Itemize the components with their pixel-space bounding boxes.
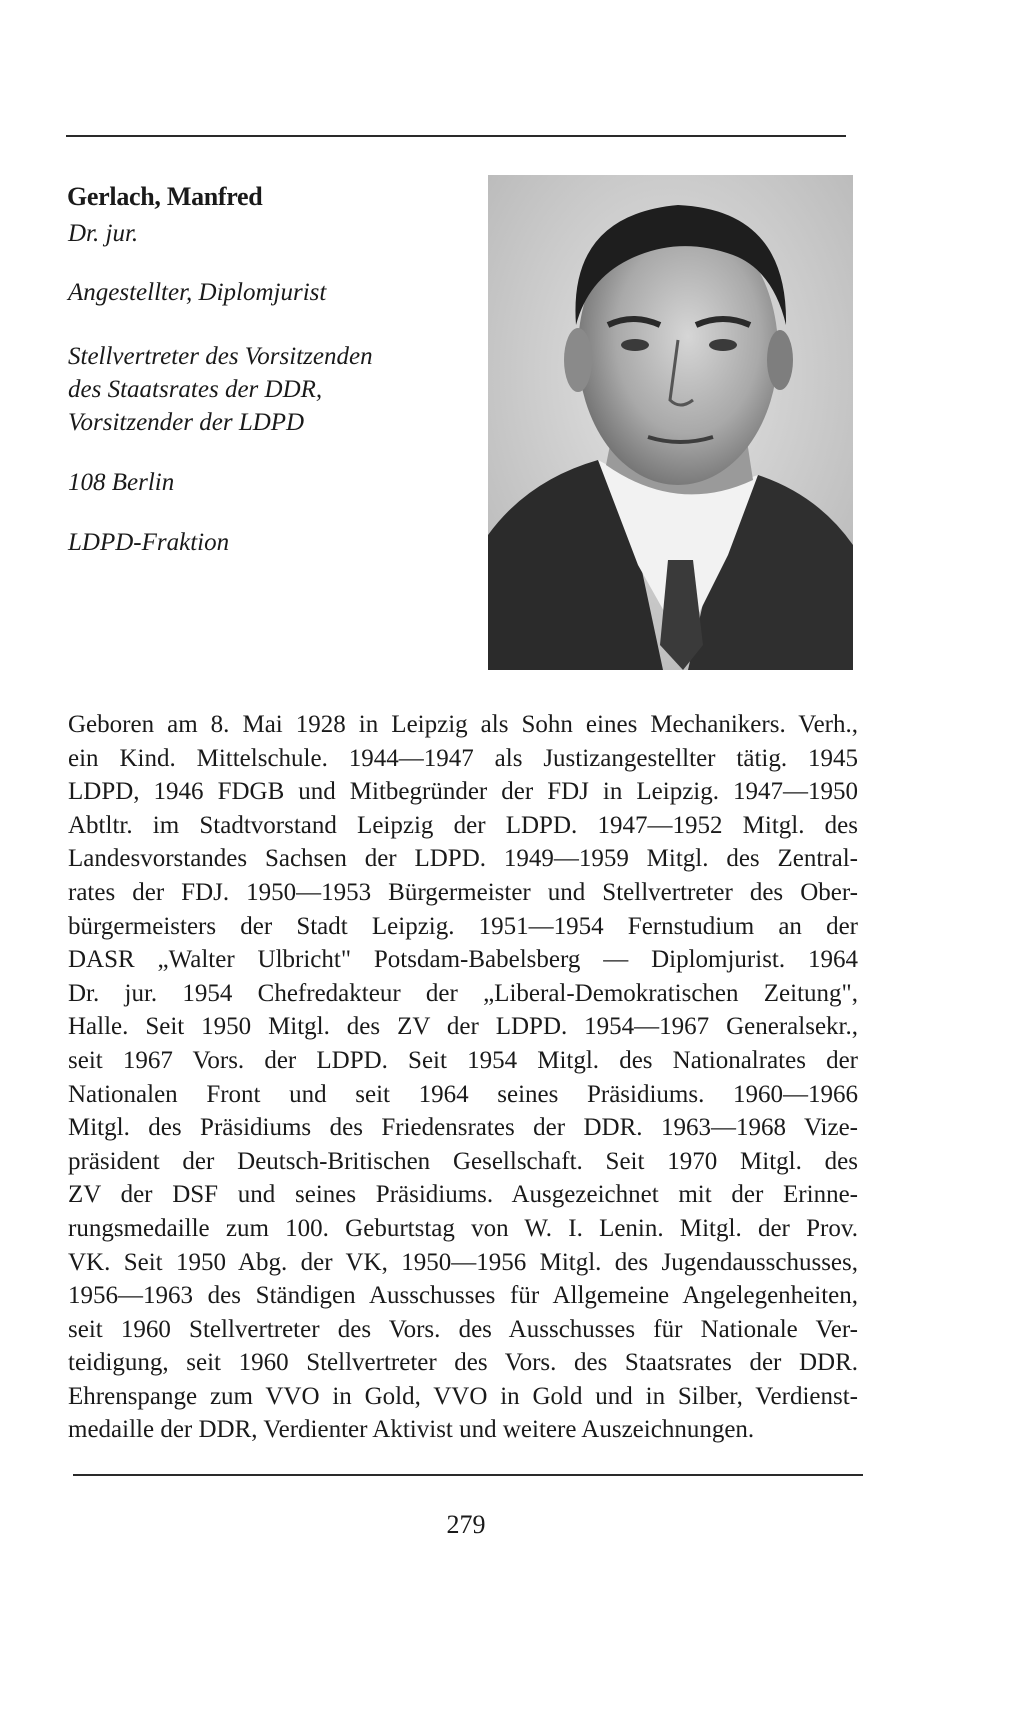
photo-ear-right: [767, 330, 793, 390]
biography-line: bürgermeisters der Stadt Leipzig. 1951—1954 Fernstudium an der: [68, 912, 858, 940]
biography-line: seit 1960 Stellvertreter des Vors. des Ausschusses für Nationale Ver-: [68, 1315, 858, 1343]
biography-line: Landesvorstandes Sachsen der LDPD. 1949—1959 Mitgl. des Zentral-: [68, 845, 858, 873]
biography-line: Halle. Seit 1950 Mitgl. des ZV der LDPD. 1954—1967 Generalsekr.,: [68, 1013, 858, 1041]
biography-line: Mitgl. des Präsidiums des Friedensrates der DDR. 1963—1968 Vize-: [68, 1114, 858, 1142]
top-rule: [66, 135, 846, 137]
entry-positions: [68, 340, 373, 439]
biography-line: 1956—1963 des Ständigen Ausschusses für Allgemeine Angelegenheiten,: [68, 1282, 858, 1310]
page-number: 279: [446, 1510, 486, 1539]
biography-line: Abtltr. im Stadtvorstand Leipzig der LDPD. 1947—1952 Mitgl. des: [68, 811, 858, 839]
entry-faction: LDPD-Fraktion: [68, 529, 230, 556]
biography-line: Ehrenspange zum VVO in Gold, VVO in Gold und in Silber, Verdienst-: [68, 1382, 858, 1410]
entry-title: Dr. jur.: [68, 220, 139, 247]
bottom-rule: [73, 1474, 863, 1476]
biography-line: Nationalen Front und seit 1964 seines Präsidiums. 1960—1966: [68, 1080, 858, 1108]
biography-line: präsident der Deutsch-Britischen Gesellschaft. Seit 1970 Mitgl. des: [68, 1147, 858, 1175]
portrait-photo: [488, 175, 853, 670]
position-line: des Staatsrates der DDR,: [68, 376, 323, 403]
biography: [68, 708, 858, 1447]
biography-line: medaille der DDR, Verdienter Aktivist und weitere Auszeichnungen.: [68, 1416, 755, 1444]
biography-line: seit 1967 Vors. der LDPD. Seit 1954 Mitgl. des Nationalrates der: [68, 1046, 858, 1074]
biography-line: teidigung, seit 1960 Stellvertreter des Vors. des Staatsrates der DDR.: [68, 1349, 858, 1377]
biography-line: LDPD, 1946 FDGB und Mitbegründer der FDJ in Leipzig. 1947—1950: [68, 778, 858, 806]
entry-name: Gerlach, Manfred: [67, 182, 263, 211]
position-line: Vorsitzender der LDPD: [68, 409, 305, 436]
biography-line: DASR „Walter Ulbricht" Potsdam-Babelsberg — Diplomjurist. 1964: [68, 946, 858, 974]
photo-ear-left: [564, 328, 592, 392]
entry-occupation: Angestellter, Diplomjurist: [68, 279, 327, 306]
biography-line: rates der FDJ. 1950—1953 Bürgermeister und Stellvertreter des Ober-: [68, 878, 858, 906]
biography-line: VK. Seit 1950 Abg. der VK, 1950—1956 Mitgl. des Jugendausschusses,: [68, 1248, 858, 1276]
entry-location: 108 Berlin: [68, 469, 175, 496]
biography-line: ZV der DSF und seines Präsidiums. Ausgezeichnet mit der Erinne-: [68, 1181, 858, 1209]
photo-eye-right: [709, 339, 737, 351]
biography-line: ein Kind. Mittelschule. 1944—1947 als Justizangestellter tätig. 1945: [68, 744, 858, 772]
biography-line: Dr. jur. 1954 Chefredakteur der „Liberal-Demokratischen Zeitung",: [68, 979, 858, 1007]
biography-line: rungsmedaille zum 100. Geburtstag von W. I. Lenin. Mitgl. der Prov.: [68, 1214, 858, 1242]
biography-line: Geboren am 8. Mai 1928 in Leipzig als Sohn eines Mechanikers. Verh.,: [68, 711, 858, 738]
position-line: Stellvertreter des Vorsitzenden: [68, 343, 373, 370]
photo-eye-left: [621, 339, 649, 351]
